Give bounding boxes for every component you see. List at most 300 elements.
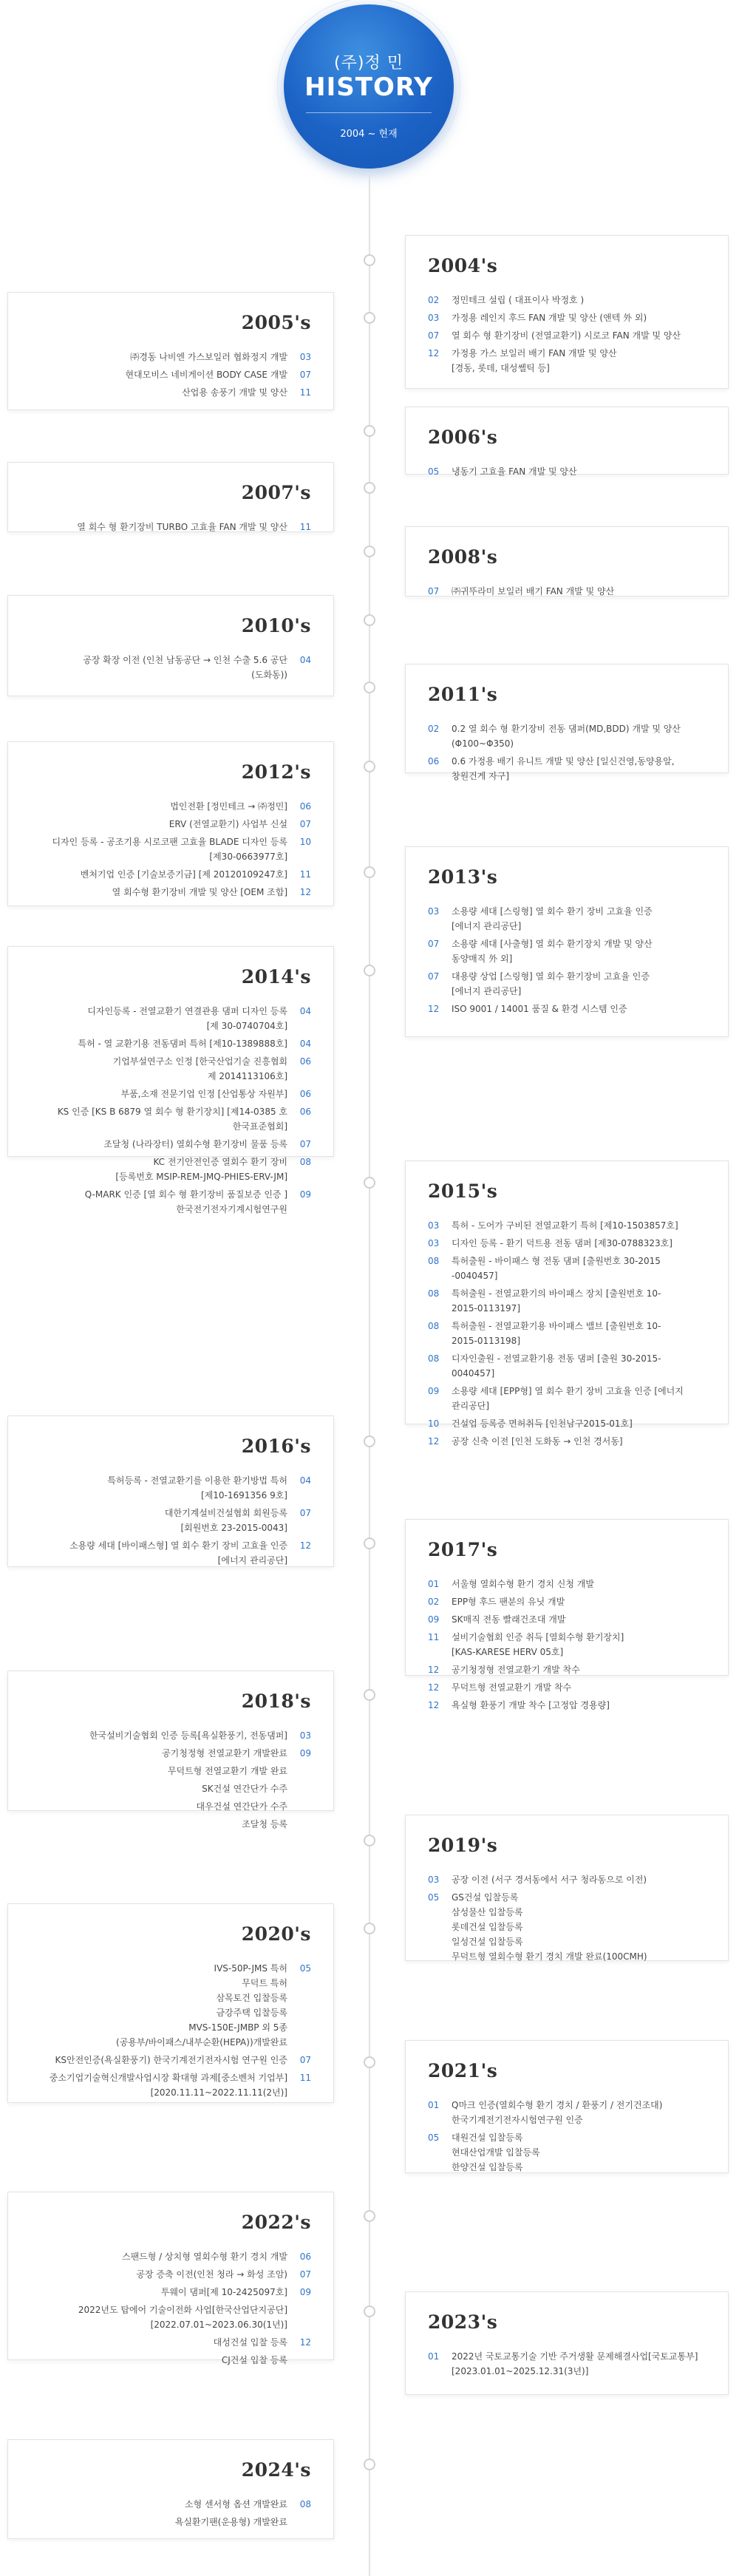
entry-month: 07	[428, 939, 440, 949]
entry-text	[23, 1104, 287, 1134]
history-badge	[284, 4, 454, 169]
entry-line: 2015-0113198]	[452, 1336, 520, 1346]
entry-line: [제30-0663977호]	[209, 852, 287, 862]
timeline-entry	[23, 1817, 311, 1832]
timeline-entry	[23, 2303, 311, 2332]
entry-line: KS안전인증(욕실환풍기) 한국기계전기전자시험 연구원 인증	[55, 2055, 287, 2065]
timeline-entry	[23, 350, 311, 364]
entry-month: 07	[299, 1508, 311, 1518]
entry-line: 0.2 열 회수 형 환기장비 전동 댐퍼(MD,BDD) 개발 및 양산	[452, 724, 681, 734]
entry-month: 04	[299, 655, 311, 665]
entry-line: 공기청정형 전열교환기 개발 착수	[452, 1665, 580, 1675]
entry-line: 정민테크 설립 ( 대표이사 박정호 )	[452, 295, 585, 305]
entry-line: 2022년 국토교통기술 기반 주거생활 문제해결사업[국토교통부]	[452, 2351, 698, 2362]
entry-text	[452, 1662, 709, 1677]
year-heading: 2015's	[428, 1180, 498, 1202]
year-card-2014	[7, 946, 334, 1214]
timeline-entry	[428, 1218, 709, 1233]
year-card-2005	[7, 292, 334, 410]
timeline-entry	[23, 2249, 311, 2264]
entry-line: 제 2014113106호]	[207, 1071, 287, 1081]
entry-text	[452, 584, 709, 599]
timeline-entry	[428, 1872, 709, 1887]
entry-line: Q-MARK 인증 [열 회수 형 환기장비 품질보증 인증 ]	[84, 1189, 287, 1200]
timeline-entry	[428, 1236, 709, 1251]
entry-month: 05	[428, 2132, 440, 2143]
timeline-entry	[23, 885, 311, 900]
entry-line: 2022년도 탑에어 기술이전화 사업[한국산업단지공단]	[78, 2305, 287, 2315]
timeline-entry	[23, 1104, 311, 1134]
timeline-entry	[23, 1054, 311, 1084]
timeline-entry	[428, 1319, 709, 1348]
entry-line: 열 회수 형 환기장비 TURBO 고효율 FAN 개발 및 양산	[77, 522, 287, 532]
entry-month: 03	[428, 1875, 440, 1885]
timeline-entry	[428, 1254, 709, 1283]
entry-month	[287, 1764, 311, 1778]
year-heading: 2007's	[241, 482, 311, 503]
year-card-2011	[405, 664, 729, 781]
entry-text	[23, 1781, 287, 1796]
entry-text	[23, 2303, 287, 2332]
entry-month: 08	[428, 1321, 440, 1331]
year-heading: 2006's	[428, 426, 498, 448]
year-card-2015	[405, 1160, 729, 1447]
entry-line: 소용량 세대 [사출형] 열 회수 환기장치 개발 및 양산	[452, 939, 653, 949]
entry-line: 2015-0113197]	[452, 1303, 520, 1314]
year-heading: 2020's	[241, 1923, 311, 1945]
entry-text	[452, 1319, 709, 1348]
entry-line: 디자인 등록 - 공조기용 시로코팬 고효율 BLADE 디자인 등록	[52, 837, 287, 847]
entry-text	[23, 1746, 287, 1761]
entry-text	[452, 1612, 709, 1627]
timeline-entry	[428, 1698, 709, 1713]
timeline-entry	[23, 1781, 311, 1796]
timeline-entry	[428, 1286, 709, 1316]
entry-line: 소용량 세대 [바이패스형] 열 회수 환기 장비 고효율 인증	[69, 1540, 287, 1551]
timeline-entry	[23, 367, 311, 382]
entry-month	[287, 2515, 311, 2529]
entry-line: 중소기업기술혁신개발사업시장 확대형 과제[중소벤처 기업부]	[49, 2073, 287, 2083]
entry-line: (공용부/바이패스/내부순환(HEPA))개발완료	[116, 2037, 287, 2047]
entry-text	[452, 1890, 709, 1964]
entry-text	[452, 1630, 709, 1659]
year-card-2012	[7, 741, 334, 906]
entry-month: 12	[428, 1436, 440, 1447]
entry-month: 12	[428, 1682, 440, 1693]
entry-month: 12	[299, 2337, 311, 2348]
timeline-entry	[428, 293, 709, 307]
entry-month: 07	[299, 370, 311, 380]
timeline-dot	[364, 1435, 375, 1447]
entry-text	[452, 2349, 709, 2379]
entry-month: 01	[428, 2351, 440, 2362]
entry-line: 조달청 등록	[242, 1819, 287, 1829]
timeline-entry	[428, 721, 709, 751]
timeline-entry	[23, 1728, 311, 1743]
entry-month: 03	[299, 352, 311, 362]
entry-month: 12	[299, 1540, 311, 1551]
timeline-entry	[428, 2098, 709, 2127]
entry-text	[23, 2249, 287, 2264]
timeline-dot	[364, 2458, 375, 2470]
entry-month: 11	[428, 1632, 440, 1642]
entry-month: 01	[428, 1579, 440, 1589]
entry-month: 09	[299, 1189, 311, 1200]
entry-line: 대용량 상업 [스링형] 열 회수 환기장비 고효율 인증	[452, 971, 650, 982]
timeline-entry	[23, 2070, 311, 2100]
entry-month: 06	[428, 756, 440, 767]
entry-line: KS 인증 [KS B 6879 열 회수 형 환기장치] [제14-0385 호	[57, 1107, 287, 1117]
entry-month: 09	[299, 1748, 311, 1758]
entry-text	[452, 310, 709, 325]
year-heading: 2008's	[428, 546, 498, 568]
timeline-entry	[428, 1351, 709, 1381]
entry-text	[23, 1137, 287, 1152]
entry-text	[452, 293, 709, 307]
entry-month: 11	[299, 522, 311, 532]
entry-line: 특허출원 - 전열교환기의 바이패스 장치 [출원번호 10-	[452, 1288, 661, 1299]
entry-line: 특허출원 - 전열교환기용 바이패스 밸브 [출원번호 10-	[452, 1321, 661, 1331]
entry-month: 08	[428, 1353, 440, 1364]
entry-month: 08	[299, 2499, 311, 2509]
entry-text	[452, 904, 709, 934]
timeline-dot	[364, 482, 375, 494]
entry-line: [제10-1691356 9호]	[200, 1490, 287, 1501]
entry-line: SK건설 연간단가 수주	[202, 1784, 287, 1794]
entry-month: 05	[428, 466, 440, 477]
entry-month: 10	[299, 837, 311, 847]
entry-month: 07	[428, 586, 440, 597]
entry-month: 07	[428, 330, 440, 341]
timeline-entry	[428, 1002, 709, 1016]
timeline-entry	[428, 969, 709, 999]
entry-month: 03	[428, 906, 440, 917]
timeline-dot	[364, 761, 375, 772]
timeline-entry	[23, 2285, 311, 2300]
entry-month: 12	[428, 1004, 440, 1014]
entry-line: ㈜귀뚜라미 보일러 배기 FAN 개발 및 양산	[452, 586, 615, 597]
history-period: 2004 ~ 현재	[340, 129, 398, 140]
entry-month: 09	[299, 2287, 311, 2297]
entry-month: 06	[299, 1089, 311, 1099]
entry-text	[452, 328, 709, 343]
entry-line: 대성건설 입찰 등록	[213, 2337, 287, 2348]
entry-month: 11	[299, 387, 311, 398]
timeline-dot	[364, 312, 375, 324]
entry-text	[452, 2130, 709, 2175]
entry-line: 부품,소재 전문기업 인정 [산업통상 자원부]	[120, 1089, 287, 1099]
timeline-dot	[364, 965, 375, 976]
entry-month: 07	[299, 2055, 311, 2065]
entry-line: 특허 - 열 교환기용 전동댐퍼 특허 [제10-1389888호]	[78, 1039, 287, 1049]
entry-month: 12	[428, 348, 440, 358]
timeline-entry	[428, 1416, 709, 1431]
entry-line: 창원건게 자구]	[452, 771, 510, 781]
entry-month: 03	[299, 1730, 311, 1741]
entry-line: 0040457]	[452, 1368, 495, 1379]
timeline-entry	[23, 1137, 311, 1152]
year-heading: 2022's	[241, 2212, 311, 2233]
entry-month	[287, 2303, 311, 2332]
timeline-entry	[428, 1384, 709, 1413]
entry-line: EPP형 후드 팬분의 유닛 개발	[452, 1597, 565, 1607]
timeline-dot	[364, 425, 375, 437]
entry-text	[452, 1698, 709, 1713]
timeline-entry	[23, 1799, 311, 1814]
entry-line: 현대산업개발 입찰등록	[452, 2147, 540, 2158]
entry-text	[452, 1434, 709, 1449]
entry-text	[452, 2098, 709, 2127]
timeline-dot	[364, 546, 375, 557]
entry-text	[23, 817, 287, 832]
entry-text	[23, 799, 287, 814]
timeline-entry	[23, 1764, 311, 1778]
entry-month: 08	[428, 1256, 440, 1266]
entry-line: SK매직 전동 빨래건조대 개발	[452, 1614, 566, 1625]
entry-line: GS건설 입찰등록	[452, 1892, 519, 1903]
year-heading: 2011's	[428, 684, 498, 705]
timeline-entry	[428, 2130, 709, 2175]
year-card-2006	[405, 407, 729, 475]
year-heading: 2014's	[241, 966, 311, 988]
timeline-entry	[23, 2497, 311, 2512]
entry-line: 소용량 세대 [스링형] 열 회수 환기 장비 고효율 인증	[452, 906, 653, 917]
year-heading: 2013's	[428, 866, 498, 888]
entry-line: 법인전환 [정민테크 → ㈜정민]	[170, 801, 287, 812]
entry-line: 공장 증축 이전(인천 청라 → 화성 조암)	[136, 2269, 287, 2280]
entry-text	[452, 464, 709, 479]
timeline-entry	[23, 2053, 311, 2067]
entry-line: 열 회수형 환기장비 개발 및 양산 [OEM 조합]	[112, 887, 287, 897]
entry-text	[23, 2070, 287, 2100]
entry-month: 06	[299, 1056, 311, 1067]
timeline-dot	[364, 2305, 375, 2317]
timeline-entry	[23, 385, 311, 400]
entry-line: 한국기계전기전자시험연구원 인증	[452, 2115, 583, 2125]
entry-month: 04	[299, 1039, 311, 1049]
entry-month: 11	[299, 869, 311, 880]
year-card-2019	[405, 1815, 729, 1961]
timeline-entry	[23, 817, 311, 832]
entry-text	[452, 1286, 709, 1316]
entry-month: 07	[299, 819, 311, 829]
entry-line: ISO 9001 / 14001 품질 & 환경 시스템 인증	[452, 1004, 627, 1014]
entry-line: 벤처기업 인증 [기술보증기금] [제 20120109247호]	[80, 869, 287, 880]
entry-text	[23, 1728, 287, 1743]
entry-text	[23, 653, 287, 682]
entry-text	[23, 2267, 287, 2282]
entry-month: 12	[428, 1665, 440, 1675]
entry-month: 03	[428, 1238, 440, 1248]
entry-text	[23, 2515, 287, 2529]
entry-text	[23, 2053, 287, 2067]
entry-line: 가정용 가스 보일러 배기 FAN 개발 및 양산	[452, 348, 617, 358]
entry-line: 일성건설 입찰등록	[452, 1937, 523, 1947]
timeline-entry	[23, 653, 311, 682]
entry-text	[23, 885, 287, 900]
entry-line: 대원건설 입찰등록	[452, 2132, 523, 2143]
entry-line: 롯데건설 입찰등록	[452, 1922, 523, 1932]
timeline-entry	[428, 937, 709, 966]
timeline-dot	[364, 1835, 375, 1846]
timeline-dot	[364, 1177, 375, 1189]
entry-line: 특허출원 - 바이패스 형 전동 댐퍼 [출원번호 30-2015	[452, 1256, 661, 1266]
entry-line: 무덕트 특허	[242, 1978, 287, 1988]
entry-text	[452, 1872, 709, 1887]
entry-text	[452, 969, 709, 999]
entry-line: 무덕트형 열회수형 환기 경치 개발 완료(100CMH)	[452, 1951, 647, 1962]
entry-line: 가정용 레인지 후드 FAN 개발 및 양산 (앤텍 外 외)	[452, 313, 647, 323]
entry-line: IVS-50P-JMS 특허	[214, 1963, 287, 1974]
timeline-entry	[428, 328, 709, 343]
timeline-entry	[428, 346, 709, 375]
entry-text	[23, 1961, 287, 2050]
entry-month: 06	[299, 2252, 311, 2262]
timeline-dot	[364, 866, 375, 878]
entry-text	[23, 1506, 287, 1535]
entry-text	[23, 1155, 287, 1184]
entry-line: 공기청정형 전열교환기 개발완료	[162, 1748, 287, 1758]
entry-line: [경동, 롯데, 대성쎌틱 등]	[452, 363, 550, 373]
entry-text	[452, 1218, 709, 1233]
timeline-entry	[428, 1434, 709, 1449]
timeline-entry	[428, 1680, 709, 1695]
entry-line: CJ건설 입찰 등록	[221, 2355, 287, 2365]
entry-line: 특허 - 도어가 구비된 전열교환기 특허 [제10-1503857호]	[452, 1220, 678, 1231]
company-name: (주)정 민	[334, 54, 403, 72]
year-card-2007	[7, 462, 334, 532]
entry-line: [제 30-0740704호]	[206, 1021, 287, 1031]
entry-line: 금강주택 입찰등록	[216, 2008, 287, 2018]
entry-month: 06	[299, 801, 311, 812]
year-card-2008	[405, 526, 729, 597]
entry-month: 09	[428, 1386, 440, 1396]
entry-month: 02	[428, 724, 440, 734]
entry-line: (Φ100~Φ350)	[452, 738, 514, 749]
year-heading: 2019's	[428, 1835, 498, 1856]
entry-line: [2020.11.11~2022.11.11(2년)]	[150, 2087, 287, 2098]
entry-text	[23, 1473, 287, 1503]
year-card-2016	[7, 1416, 334, 1567]
entry-line: 무덕트형 전열교환기 개발 착수	[452, 1682, 572, 1693]
timeline-dot	[364, 2056, 375, 2068]
entry-line: [에너지 관리공단]	[452, 986, 522, 996]
year-card-2013	[405, 846, 729, 1037]
entry-month: 09	[428, 1614, 440, 1625]
timeline-entry	[23, 835, 311, 864]
timeline-entry	[23, 2267, 311, 2282]
entry-text	[23, 2285, 287, 2300]
entry-text	[452, 1384, 709, 1413]
entry-line: 대우건설 연간단가 수주	[196, 1801, 287, 1812]
timeline-entry	[428, 584, 709, 599]
entry-line: 디자인등록 - 전열교환기 연결관용 댐퍼 디자인 등록	[87, 1006, 287, 1016]
timeline-entry	[428, 1630, 709, 1659]
entry-line: 한양건설 입찰등록	[452, 2162, 523, 2172]
timeline-entry	[23, 867, 311, 882]
entry-line: [에너지 관리공단]	[217, 1555, 287, 1566]
timeline-entry	[23, 2353, 311, 2368]
entry-line: 기업부설연구소 인정 [한국산업기술 진흥협회	[112, 1056, 287, 1067]
entry-month: 04	[299, 1006, 311, 1016]
year-heading: 2016's	[241, 1435, 311, 1457]
entry-line: KC 전기안전인증 열회수 환기 장비	[153, 1157, 287, 1167]
entry-text	[23, 2497, 287, 2512]
year-card-2010	[7, 595, 334, 696]
timeline-entry	[428, 464, 709, 479]
entry-text	[452, 1236, 709, 1251]
timeline-dot	[364, 1923, 375, 1934]
entry-text	[452, 1680, 709, 1695]
entry-month: 12	[299, 887, 311, 897]
timeline-entry	[428, 1662, 709, 1677]
entry-line: 무덕트형 전열교환기 개발 완료	[167, 1766, 287, 1776]
year-heading: 2010's	[241, 615, 311, 636]
timeline-dot	[364, 1537, 375, 1549]
timeline-entry	[428, 1594, 709, 1609]
entry-text	[23, 1538, 287, 1568]
year-card-2020	[7, 1903, 334, 2103]
entry-text	[452, 1351, 709, 1381]
entry-line: [2022.07.01~2023.06.30(1년)]	[150, 2320, 287, 2330]
year-heading: 2017's	[428, 1539, 498, 1560]
entry-month: 12	[428, 1700, 440, 1710]
timeline-entry	[428, 1890, 709, 1964]
entry-line: 디자인출원 - 전열교환기용 전동 댐퍼 [출원 30-2015-	[452, 1353, 661, 1364]
entry-line: [KAS-KARESE HERV 05호]	[452, 1647, 564, 1657]
timeline-entry	[23, 1187, 311, 1217]
timeline-entry	[428, 1612, 709, 1627]
entry-text	[23, 385, 287, 400]
entry-line: 서울형 열회수형 환기 경치 신청 개발	[452, 1579, 594, 1589]
timeline-dot	[364, 254, 375, 266]
entry-line: 특허등록 - 전열교환기를 이용한 환기방법 특허	[107, 1475, 287, 1486]
entry-line: Q마크 인증(열회수형 환기 경치 / 환풍기 / 전기건조대)	[452, 2100, 663, 2110]
entry-line: 0.6 가정용 배기 유니트 개발 및 양산 [일신건영,동양용알,	[452, 756, 675, 767]
entry-month: 11	[299, 2073, 311, 2083]
timeline-dot	[364, 682, 375, 693]
timeline-entry	[23, 1004, 311, 1033]
page-title: HISTORY	[304, 72, 433, 102]
entry-text	[452, 754, 709, 784]
entry-line: 냉동기 고효율 FAN 개발 및 양산	[452, 466, 577, 477]
entry-text	[23, 1054, 287, 1084]
entry-month	[287, 1781, 311, 1796]
entry-line: 현대모비스 네비게이션 BODY CASE 개발	[125, 370, 287, 380]
entry-line: 공장 확장 이전 (인천 남동공단 → 인천 수출 5.6 공단	[83, 655, 287, 665]
timeline-entry	[23, 1538, 311, 1568]
entry-month: 02	[428, 1597, 440, 1607]
entry-text	[23, 367, 287, 382]
entry-text	[23, 1817, 287, 1832]
entry-line: 산업용 송풍기 개발 및 양산	[182, 387, 287, 398]
timeline-dot	[364, 614, 375, 626]
entry-text	[23, 1087, 287, 1101]
entry-line: [2023.01.01~2025.12.31(3년)]	[452, 2366, 589, 2376]
entry-month: 04	[299, 1475, 311, 1486]
entry-text	[23, 1187, 287, 1217]
entry-line: 소형 센서형 옵션 개발완료	[185, 2499, 287, 2509]
year-heading: 2004's	[428, 255, 498, 276]
year-heading: 2021's	[428, 2060, 498, 2081]
entry-line: 삼성물산 입찰등록	[452, 1907, 523, 1917]
entry-line: 조달청 (나라장터) 열회수형 환기장비 물품 등록	[103, 1139, 287, 1149]
entry-line: 공장 이전 (서구 경서동에서 서구 청라동으로 이전)	[452, 1875, 647, 1885]
entry-text	[452, 346, 709, 375]
entry-text	[452, 1002, 709, 1016]
entry-text	[23, 1036, 287, 1051]
timeline-entry	[23, 1036, 311, 1051]
